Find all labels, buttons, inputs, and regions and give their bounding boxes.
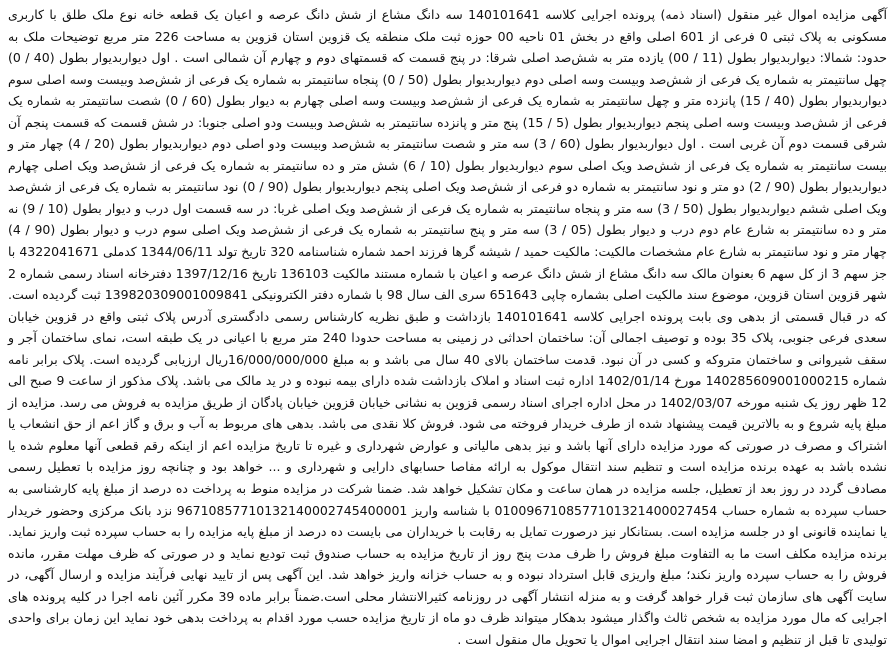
auction-notice-text: آگهی مزایده اموال غیر منقول (اسناد ذمه) پرونده اجرایی کلاسه 140101641 سه دانگ مشاع از شش دانگ عرصه و اعیان یک قطعه خانه نوع ملک طلق با کاربری مسکونی به پلاک ثبتی 0 فرعی از 601 اصلی واقع در بخش 01 ناحیه 00 حوزه ثبت ملک منطقه یک قزوین استان قزوین به مساحت 226 متر مربع توضیحات ملک به حدود: شمالا: دیواربدیوار بطول (11 / 00) یازده متر به شش‌صد اصلی شرقا: در پنج قسمت که قسمتهای دوم و چهارم آن شمالی است . اول دیواربدیوار بطول (40 / 0) چهل سانتیمتر به شماره یک فرعی از شش‌صد وبیست وسه اصلی دوم دیواربدیوار بطول (50 / 0) پنجاه سانتیمتر به شماره یک فرعی از شش‌صد وبیست وسه اصلی سوم دیواربدیوار بطول (40 / 15) پانزده متر و چهل سانتیمتر به شماره یک فرعی از شش‌صد وبیست وسه اصلی چهارم به دیوار بطول (60 / 0) شصت سانتیمتر به شماره یک فرعی از شش‌صد وبیست وسه اصلی پنجم دیواربدیوار بطول (5 / 15) پنج متر و پانزده سانتیمتر به شش‌صد وبیست ودو اصلی جنوبا: در شش قسمت که قسمت پنجم آن شرقی قسمت دوم آن غربی است . اول دیواربدیوار بطول (60 / 3) سه متر و شصت سانتیمتر به شش‌صد وبیست ودو اصلی دوم دیواربدیوار بطول (20 / 4) چهار متر و بیست سانتیمتر به شماره یک فرعی از شش‌صد ویک اصلی سوم دیواربدیوار بطول (10 / 6) شش متر و ده سانتیمتر به شماره یک فرعی از شش‌صد ویک اصلی چهارم دیواربدیوار بطول (90 / 2) دو متر و نود سانتیمتر به شماره دو فرعی از شش‌صد ویک اصلی پنجم دیواربدیوار بطول (90 / 0) نود سانتیمتر به شماره یک فرعی از شش‌صد ویک اصلی ششم دیواربدیوار بطول (50 / 3) سه متر و پنجاه سانتیمتر به شماره یک فرعی از شش‌صد ویک اصلی غربا: در سه قسمت اول درب و دیوار بطول (10 / 9) نه متر و ده سانتیمتر به شارع عام دوم درب و دیوار بطول (05 / 3) سه متر و پنج سانتیمتر به شماره یک فرعی از شش‌صد ویک اصلی سوم درب و دیوار بطول (90 / 4) چهار متر و نود سانتیمتر به شارع عام مشخصات مالکیت: مالکیت حمید / شیشه گرها فرزند احمد شماره شناسنامه 320 تاریخ تولد 1344/06/11 کدملی 4322041671 با جز سهم 3 از کل سهم 6 بعنوان مالک سه دانگ مشاع از شش دانگ عرصه و اعیان با شماره مستند مالکیت 136103 تاریخ 1397/12/16 دفترخانه اسناد رسمی شماره 2 شهر قزوین استان قزوین، موضوع سند مالکیت اصلی بشماره چاپی 651643 سری الف سال 98 با شماره دفتر الکترونیکی 139820309001009841 ثبت گردیده است. که در قبال قسمتی از بدهی وی بابت پرونده اجرایی کلاسه 140101641 بازداشت و طبق نظریه کارشناس رسمی دادگستری آدرس پلاک ثبتی واقع در قزوین خیابان سعدی فرعی جنوبی، پلاک 35 بوده و توصیف اجمالی آن: ساختمان احداثی در زمینی به مساحت حدودا 240 متر مربع با اعیانی در یک طبقه است، نمای ساختمان آجر و سقف شیروانی و ساختمان متروکه و کسی در آن نبود. قدمت ساختمان بالای 40 سال می باشد و به مبلغ 16/000/000/000ریال ارزیابی گردیده است. پلاک برابر نامه شماره 140285609001000215 مورخ 1402/01/14 اداره ثبت اسناد و املاک بازداشت شده دارای بیمه نبوده و در ید مالک می باشد. پلاک مذکور از ساعت 9 صبح الی 12 ظهر روز یک شنبه مورخه 1402/03/07 در محل اداره اجرای اسناد رسمی قزوین به نشانی خیابان قزوین خیابان پادگان از طریق مزایده به فروش می رسد. مزایده از مبلغ پایه شروع و به بالاترین قیمت پیشنهاد شده از طرف خریدار فروخته می شود. فروش کلا نقدی می باشد. بدهی های مربوط به آب و برق و گاز اعم از حق انشعاب یا اشتراک و مصرف در صورتی که مورد مزایده دارای آنها باشد و نیز بدهی مالیاتی و عوارض شهرداری و غیره تا تاریخ مزایده اعم از اینکه رقم قطعی آنها معلوم شده یا نشده باشد به عهده برنده مزایده است و تنظیم سند انتقال موکول به ارائه مفاصا حسابهای دارایی و شهرداری و ... خواهد بود و چنانچه روز مزایده با تعطیل رسمی مصادف گردد در روز بعد از تعطیل، جلسه مزایده در همان ساعت و مکان تشکیل خواهد شد. ضمنا شرکت در مزایده منوط به پرداخت ده درصد از مبلغ پایه کارشناسی به حساب سپرده به شماره حساب 0100967108577101321400027454 با شناسه واریز 96710857710132140002745400001 نزد بانک مرکزی وحضور خریدار یا نماینده قانونی او در جلسه مزایده است. بستانکار نیز درصورت تمایل به رقابت با خریداران می بایست ده درصد از مبلغ پایه مزایده را به حساب سپرده ثبت واریز نماید. برنده مزایده مکلف است ما به التفاوت مبلغ فروش را ظرف مدت پنج روز از تاریخ مزایده به حساب صندوق ثبت تودیع نماید و در صورتی که ظرف مهلت مقرر، مانده فروش را به حساب سپرده واریز نکند؛ مبلغ واریزی قابل استرداد نبوده و به حساب خزانه واریز خواهد شد. این آگهی پس از تایید نهایی فرآیند مزایده و ارسال آگهی، در سایت آگهی های سازمان ثبت قرار خواهد گرفت و به منزله انتشار آگهی در روزنامه کثیرالانتشار محلی است.ضمناً برابر ماده 39 مکرر آئین نامه اجرا در کلیه پرونده های اجرایی که مال مورد مزایده به شخص ثالث واگذار میشود بدهکار میتواند ظرف دو ماه از تاریخ مزایده حسب مورد اقدام به پرداخت بدهی خود نماید این زمان برای واحدی تولیدی تا قبل از تنظیم و امضا سند انتقال اجرایی اموال یا تحویل مال منقول است . [8,7,888,647]
